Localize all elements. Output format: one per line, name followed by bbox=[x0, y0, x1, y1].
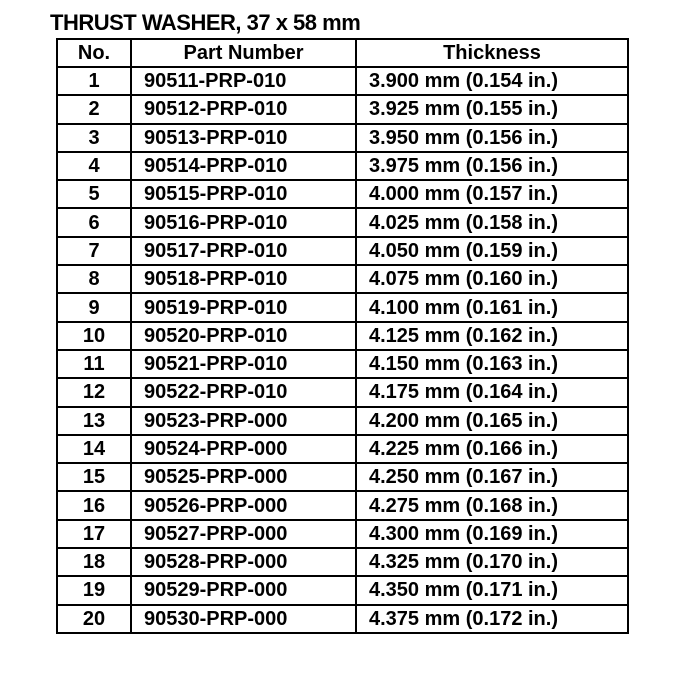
cell-no: 18 bbox=[57, 548, 131, 576]
cell-part-number: 90513-PRP-010 bbox=[131, 124, 356, 152]
cell-thickness: 4.125 mm (0.162 in.) bbox=[356, 322, 628, 350]
cell-no: 20 bbox=[57, 605, 131, 633]
cell-part-number: 90524-PRP-000 bbox=[131, 435, 356, 463]
cell-part-number: 90511-PRP-010 bbox=[131, 67, 356, 95]
cell-thickness: 4.175 mm (0.164 in.) bbox=[356, 378, 628, 406]
cell-thickness: 4.200 mm (0.165 in.) bbox=[356, 407, 628, 435]
table-row bbox=[57, 95, 628, 123]
cell-part-number: 90519-PRP-010 bbox=[131, 293, 356, 321]
table-row bbox=[57, 265, 628, 293]
cell-thickness: 3.925 mm (0.155 in.) bbox=[356, 95, 628, 123]
table-row bbox=[57, 463, 628, 491]
table-body bbox=[57, 67, 628, 633]
cell-no: 1 bbox=[57, 67, 131, 95]
cell-no: 4 bbox=[57, 152, 131, 180]
cell-no: 12 bbox=[57, 378, 131, 406]
cell-no: 2 bbox=[57, 95, 131, 123]
table-row bbox=[57, 322, 628, 350]
cell-no: 5 bbox=[57, 180, 131, 208]
table-row bbox=[57, 350, 628, 378]
cell-no: 6 bbox=[57, 208, 131, 236]
thrust-washer-table bbox=[56, 38, 629, 634]
header-part-number: Part Number bbox=[131, 39, 356, 67]
cell-no: 19 bbox=[57, 576, 131, 604]
cell-part-number: 90523-PRP-000 bbox=[131, 407, 356, 435]
cell-thickness: 3.950 mm (0.156 in.) bbox=[356, 124, 628, 152]
table-row bbox=[57, 548, 628, 576]
cell-no: 3 bbox=[57, 124, 131, 152]
cell-no: 15 bbox=[57, 463, 131, 491]
cell-thickness: 4.025 mm (0.158 in.) bbox=[356, 208, 628, 236]
table-row bbox=[57, 407, 628, 435]
cell-part-number: 90527-PRP-000 bbox=[131, 520, 356, 548]
cell-no: 7 bbox=[57, 237, 131, 265]
cell-no: 17 bbox=[57, 520, 131, 548]
table-row bbox=[57, 152, 628, 180]
cell-no: 13 bbox=[57, 407, 131, 435]
cell-thickness: 4.275 mm (0.168 in.) bbox=[356, 491, 628, 519]
table-row bbox=[57, 491, 628, 519]
cell-part-number: 90525-PRP-000 bbox=[131, 463, 356, 491]
table-row bbox=[57, 180, 628, 208]
cell-thickness: 4.075 mm (0.160 in.) bbox=[356, 265, 628, 293]
table-row bbox=[57, 67, 628, 95]
cell-thickness: 4.050 mm (0.159 in.) bbox=[356, 237, 628, 265]
table-row bbox=[57, 378, 628, 406]
cell-part-number: 90512-PRP-010 bbox=[131, 95, 356, 123]
header-thickness: Thickness bbox=[356, 39, 628, 67]
table-row bbox=[57, 605, 628, 633]
cell-part-number: 90517-PRP-010 bbox=[131, 237, 356, 265]
cell-no: 9 bbox=[57, 293, 131, 321]
cell-no: 10 bbox=[57, 322, 131, 350]
cell-thickness: 3.900 mm (0.154 in.) bbox=[356, 67, 628, 95]
cell-part-number: 90520-PRP-010 bbox=[131, 322, 356, 350]
cell-part-number: 90526-PRP-000 bbox=[131, 491, 356, 519]
table-row bbox=[57, 576, 628, 604]
cell-thickness: 4.250 mm (0.167 in.) bbox=[356, 463, 628, 491]
page-title: THRUST WASHER, 37 x 58 mm bbox=[50, 10, 361, 35]
cell-part-number: 90530-PRP-000 bbox=[131, 605, 356, 633]
cell-thickness: 4.375 mm (0.172 in.) bbox=[356, 605, 628, 633]
cell-thickness: 4.150 mm (0.163 in.) bbox=[356, 350, 628, 378]
cell-part-number: 90515-PRP-010 bbox=[131, 180, 356, 208]
cell-part-number: 90528-PRP-000 bbox=[131, 548, 356, 576]
cell-part-number: 90529-PRP-000 bbox=[131, 576, 356, 604]
cell-no: 14 bbox=[57, 435, 131, 463]
cell-no: 11 bbox=[57, 350, 131, 378]
table-row bbox=[57, 435, 628, 463]
cell-part-number: 90521-PRP-010 bbox=[131, 350, 356, 378]
header-no: No. bbox=[57, 39, 131, 67]
cell-part-number: 90518-PRP-010 bbox=[131, 265, 356, 293]
cell-thickness: 4.100 mm (0.161 in.) bbox=[356, 293, 628, 321]
cell-thickness: 4.000 mm (0.157 in.) bbox=[356, 180, 628, 208]
cell-thickness: 3.975 mm (0.156 in.) bbox=[356, 152, 628, 180]
table-row bbox=[57, 520, 628, 548]
table-row bbox=[57, 124, 628, 152]
cell-thickness: 4.350 mm (0.171 in.) bbox=[356, 576, 628, 604]
cell-part-number: 90514-PRP-010 bbox=[131, 152, 356, 180]
table-row bbox=[57, 208, 628, 236]
cell-no: 8 bbox=[57, 265, 131, 293]
table-row bbox=[57, 293, 628, 321]
cell-no: 16 bbox=[57, 491, 131, 519]
table-header-row bbox=[57, 39, 628, 67]
cell-thickness: 4.325 mm (0.170 in.) bbox=[356, 548, 628, 576]
cell-thickness: 4.300 mm (0.169 in.) bbox=[356, 520, 628, 548]
cell-part-number: 90516-PRP-010 bbox=[131, 208, 356, 236]
cell-part-number: 90522-PRP-010 bbox=[131, 378, 356, 406]
cell-thickness: 4.225 mm (0.166 in.) bbox=[356, 435, 628, 463]
table-row bbox=[57, 237, 628, 265]
